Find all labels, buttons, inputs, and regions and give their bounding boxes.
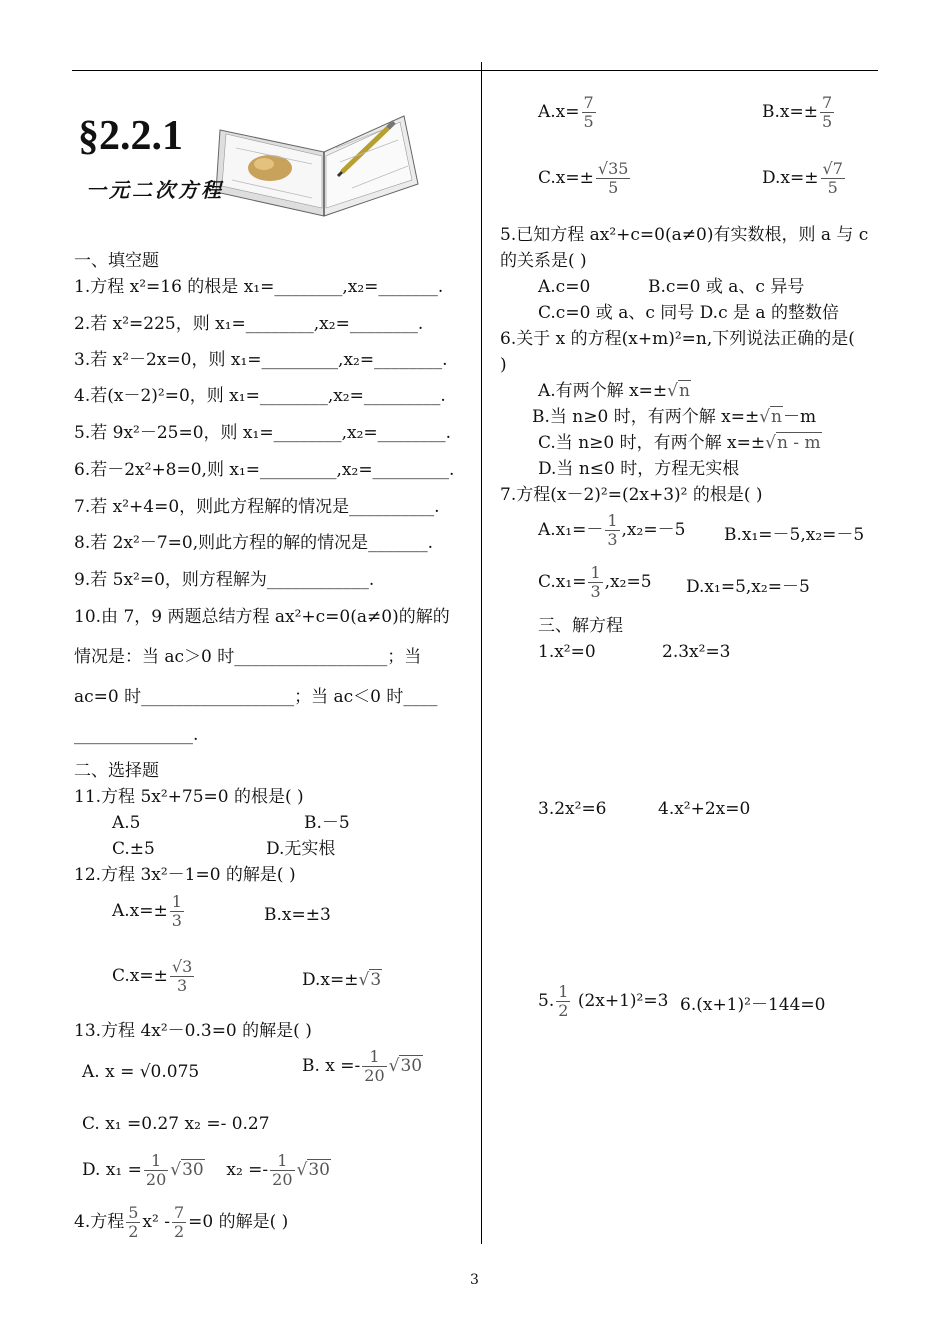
q5-option-b: B.c=0 或 a、c 异号	[648, 277, 805, 297]
fill-item-4: 4.若(x－2)²=0，则 x₁=________,x₂=_________.	[74, 386, 446, 406]
fill-item-9: 9.若 5x²=0，则方程解为____________.	[74, 570, 375, 590]
q14-stem: 4.方程 $\frac{5}{2}$ x² - $\frac{7}{2}$ =0 的解是( )	[74, 1203, 289, 1241]
part3-heading: 三、解方程	[538, 616, 623, 636]
q7-option-b: B.x₁=－5,x₂=－5	[724, 525, 865, 545]
fill-item-5: 5.若 9x²－25=0，则 x₁=________,x₂=________.	[74, 423, 452, 443]
q6-option-a: A.有两个解 x=±√n	[538, 381, 690, 401]
q12-option-c: C.x=± $\frac{√3}{3}$	[112, 957, 193, 995]
part1-heading: 一、填空题	[74, 251, 159, 271]
fill-item-10b: 情况是：当 ac＞0 时__________________；当	[74, 647, 422, 667]
part2-heading: 二、选择题	[74, 761, 159, 781]
solve-6: 6.(x+1)²－144=0	[680, 995, 826, 1015]
fill-item-10a: 10.由 7，9 两题总结方程 ax²+c=0(a≠0)的解的	[74, 607, 450, 627]
q11-stem: 11.方程 5x²+75=0 的根是( )	[74, 787, 304, 807]
fill-item-7: 7.若 x²+4=0，则此方程解的情况是__________.	[74, 497, 440, 517]
q6-option-c: C.当 n≥0 时，有两个解 x=±√n - m	[538, 433, 821, 453]
solve-1: 1.x²=0	[538, 642, 596, 662]
q13-stem: 13.方程 4x²－0.3=0 的解是( )	[74, 1021, 312, 1041]
q11-option-c: C.±5	[112, 839, 155, 859]
q5-option-cd: C.c=0 或 a、c 同号 D.c 是 a 的整数倍	[538, 303, 839, 323]
solve-5: 5. $\frac{1}{2}$ (2x+1)²=3	[538, 982, 669, 1020]
q14-option-c: C.x=± $\frac{√35}{5}$	[538, 159, 629, 197]
q12-option-d: D.x=±√3	[302, 970, 382, 990]
solve-3: 3.2x²=6	[538, 799, 607, 819]
fill-item-8: 8.若 2x²－7=0,则此方程的解的情况是_______.	[74, 533, 434, 553]
solve-4: 4.x²+2x=0	[658, 799, 751, 819]
top-rule	[72, 70, 878, 71]
q12-stem: 12.方程 3x²－1=0 的解是( )	[74, 865, 296, 885]
fill-item-2: 2.若 x²=225，则 x₁=________,x₂=________.	[74, 314, 424, 334]
fill-item-10c: ac=0 时__________________；当 ac＜0 时____	[74, 687, 438, 707]
fill-item-6: 6.若－2x²+8=0,则 x₁=_________,x₂=_________.	[74, 460, 455, 480]
solve-2: 2.3x²=3	[662, 642, 731, 662]
section-topic: 一元二次方程	[86, 178, 224, 202]
q7-option-c: C.x₁= $\frac{1}{3}$ ,x₂=5	[538, 563, 652, 601]
section-number: §2.2.1	[78, 113, 183, 159]
q6-stem-1: 6.关于 x 的方程(x+m)²=n,下列说法正确的是(	[500, 329, 855, 349]
q7-option-d: D.x₁=5,x₂=－5	[686, 577, 810, 597]
q7-option-a: A.x₁=－ $\frac{1}{3}$ ,x₂=－5	[538, 511, 686, 549]
q14-option-b: B.x=± $\frac{7}{5}$	[762, 93, 833, 131]
fill-item-10d: ______________.	[74, 725, 199, 745]
q11-option-d: D.无实根	[266, 839, 336, 859]
q5-stem-1: 5.已知方程 ax²+c=0(a≠0)有实数根，则 a 与 c	[500, 225, 869, 245]
q6-option-d: D.当 n≤0 时，方程无实根	[538, 459, 740, 479]
q11-option-b: B.－5	[304, 813, 350, 833]
q14-option-a: A.x= $\frac{7}{5}$	[538, 93, 594, 131]
page-number: 3	[470, 1272, 479, 1288]
q13-option-d: D. x₁ = $\frac{1}{20}$ √30 x₂ =- $\frac{1}{20}$ √30	[82, 1151, 330, 1189]
fill-item-3: 3.若 x²－2x=0，则 x₁=_________,x₂=________.	[74, 350, 448, 370]
q13-option-c: C. x₁ =0.27 x₂ =- 0.27	[82, 1114, 270, 1134]
q12-option-b: B.x=±3	[264, 905, 331, 925]
q11-option-a: A.5	[112, 813, 141, 833]
q5-option-a: A.c=0	[538, 277, 591, 297]
q12-option-a: A.x=± $\frac{1}{3}$	[112, 892, 182, 930]
q6-stem-2: )	[500, 355, 507, 375]
fill-item-1: 1.方程 x²=16 的根是 x₁=________,x₂=_______.	[74, 277, 444, 297]
q5-stem-2: 的关系是( )	[500, 251, 587, 271]
column-divider	[481, 62, 482, 1244]
q13-option-b: B. x =- $\frac{1}{20}$ √30	[302, 1047, 423, 1085]
q14-option-d: D.x=± $\frac{√7}{5}$	[762, 159, 843, 197]
q7-stem: 7.方程(x－2)²=(2x+3)² 的根是( )	[500, 485, 763, 505]
q6-option-b: B.当 n≥0 时，有两个解 x=±√n－m	[532, 407, 817, 427]
open-book-icon	[212, 108, 422, 220]
q13-option-a: A. x = √0.075	[82, 1062, 200, 1082]
